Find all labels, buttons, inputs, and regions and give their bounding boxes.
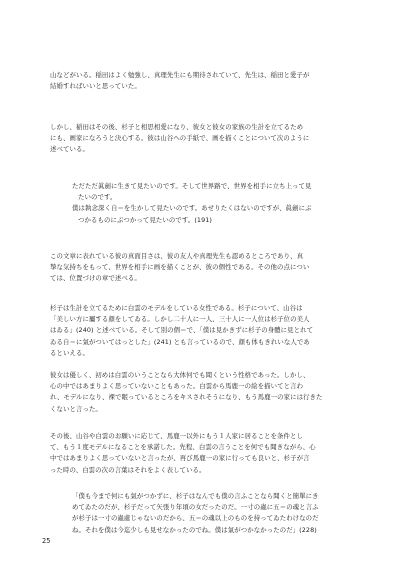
text-line: 中ではあまりよく思っていないと言ったが、再び馬鹿一の家に行っても良いと、杉子が言 [50, 454, 310, 463]
text-line: れ、モデルになり、裸で眠っているところをキスされそうになり、もう馬鹿一の家には行きた [50, 393, 323, 402]
paragraph-1 [50, 70, 365, 92]
text-line: が杉子は一寸の蟲處じゃないのだから、五＝の魂以上のものを持ってゐたわけなのだ [72, 514, 319, 523]
text-line: ね。それを僕は今迄少しも見せなかったのでね。僕は氣がつかなかったのだ」(228) [72, 525, 317, 534]
text-line: その後、山谷や白雲のお願いに応じて、馬鹿一以外にもう１人家に居ることを条件とし [50, 432, 304, 440]
text-line: 僕は執念深く自＝を生かして見たいのです。あせりたくはないのですが、眞劍にぶ [72, 204, 312, 213]
text-line: て、もう１度モデルになることを承諾した。先程、白雲の言うことを何でも聞きながら、心 [50, 443, 316, 452]
block-quote-2 [72, 491, 362, 536]
text-line: 杉子は生計を立てるために白雲のモデルをしている女性である。杉子について、山谷は [50, 304, 303, 312]
paragraph-2 [50, 122, 365, 156]
text-line: にも、画家になろうと決心する。彼は山谷への手紙で、画を描くことについて次のように [50, 134, 310, 143]
block-quote-1 [72, 181, 362, 226]
text-line: 述べている。 [50, 145, 89, 154]
text-line: 彼女は優しく、初めは白雲のいうことなら大体何でも聞くという性格であった。しかし、 [50, 371, 310, 379]
text-line: しかし、稲田はその後、杉子と相思相愛になり、彼女と彼女の家族の生計を立てるため [50, 123, 304, 131]
text-line: るといえる。 [50, 348, 89, 357]
text-line: 結婚すればいいと思っていた。 [50, 82, 141, 91]
text-line: ては、位置づけの章で述べる。 [50, 274, 141, 283]
text-line: くないと言った。 [50, 404, 102, 413]
text-line: ゐる自＝に氣がついてはっとした」(241) とも言っているので、顔も体もきれいな人であ [50, 337, 310, 346]
text-line: 山などがいる。稲田はよく勉強し、真理先生にも期待されていて、先生は、稲田と愛子が [50, 71, 310, 79]
page-number: 25 [42, 537, 51, 545]
text-line: 「僕も今まで何にも氣がつかずに、杉子はなんでも僕の言ふことなら聞くと簡單にき [72, 492, 319, 500]
paragraph-3 [50, 251, 365, 285]
text-line: 「美しい方に屬する顔をしてゐる。しかし二十人に一人、三十人に一人位は杉子位の美人 [50, 315, 310, 324]
text-line: めてゐたのだが、杉子だって矢張り年頃の女だったのだ。一寸の蟲に五＝の魂と言ふ [72, 503, 319, 512]
text-line: はゐる」(240) と述べている。そして別の個＝で、「僕は見かきずに杉子の身體に見とれて [50, 326, 314, 335]
text-line: つかるものにぶつかって見たいのです。(191) [78, 215, 213, 224]
paragraph-4 [50, 303, 365, 359]
text-line: ただただ眞劍に生きて見たいのです。そして世界路で、世界を相手に立ち上って見 [72, 182, 312, 190]
paragraph-5 [50, 370, 365, 415]
text-line: った時の、白雲の次の言葉はそれをよく表している。 [50, 465, 206, 474]
text-line: 摯な気持ちをもって、世界を相手に画を描くことが、彼の個性である。その他の点につい [50, 263, 310, 272]
paragraph-6 [50, 431, 365, 476]
text-line: たいのです。 [78, 193, 117, 202]
text-line: 心の中ではあまりよく思っていないこともあった。白雲から馬鹿一の絵を描いてと言わ [50, 382, 304, 391]
text-line: この文章に表れている彼の真面目さは、彼の友人や真理先生も認めるところであり、真 [50, 252, 304, 260]
